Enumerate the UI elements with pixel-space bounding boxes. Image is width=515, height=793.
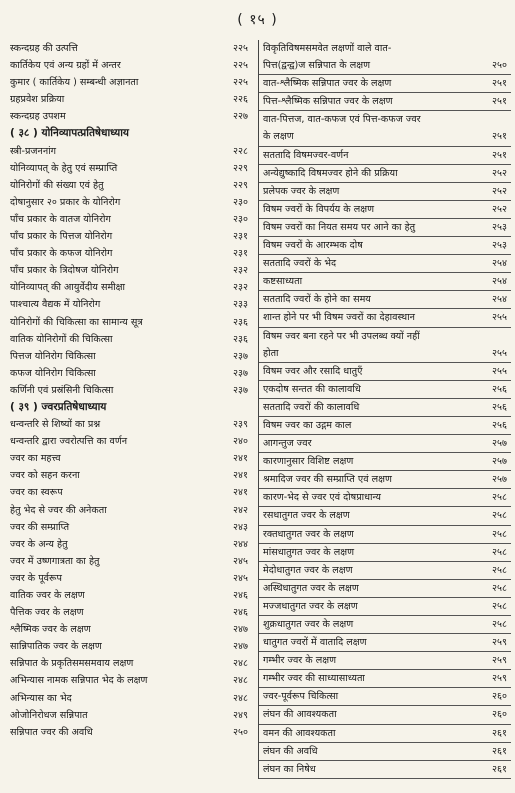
toc-entry-title: वमन की आवश्यकता xyxy=(263,727,336,739)
toc-entry-title: पाँच प्रकार के पित्तज योनिरोग xyxy=(10,231,113,243)
toc-entry-page: २३१ xyxy=(233,248,248,260)
toc-entry-title: स्त्री-प्रजननांग xyxy=(10,145,57,157)
toc-entry xyxy=(6,553,252,570)
toc-entry xyxy=(6,40,252,57)
toc-entry-page: २४७ xyxy=(233,641,248,653)
toc-entry xyxy=(6,160,252,177)
toc-entry-title: मज्जधातुगत ज्वर के लक्षण xyxy=(263,600,358,612)
toc-entry-page: २३३ xyxy=(233,299,248,311)
toc-entry-title: गम्भीर ज्वर के लक्षण xyxy=(263,655,337,667)
toc-entry xyxy=(259,634,511,652)
toc-entry xyxy=(6,314,252,331)
toc-entry-page: २६१ xyxy=(492,763,507,775)
toc-entry-title: सततादि ज्वरों के भेद xyxy=(263,258,337,270)
toc-entry-page: २३७ xyxy=(233,384,248,396)
toc-entry-page: २५३ xyxy=(492,240,507,252)
toc-entry-page: २५६ xyxy=(492,419,507,431)
page-number: ( १५ ) xyxy=(237,12,278,28)
toc-entry-page: २६१ xyxy=(492,745,507,757)
toc-entry-title: विकृतिविषमसमवेत लक्षणों वाले वात- xyxy=(263,43,392,54)
toc-entry xyxy=(6,245,252,262)
toc-entry-title: विषम ज्वर का उद्गम काल xyxy=(263,419,352,431)
toc-entry-title: योनिरोगों की संख्या एवं हेतु xyxy=(10,179,104,191)
toc-entry-title: कारण-भेद से ज्वर एवं दोषप्राधान्य xyxy=(263,492,381,504)
toc-entry xyxy=(259,237,511,255)
toc-entry xyxy=(6,279,252,296)
toc-entry-page: २६० xyxy=(492,691,507,703)
toc-entry-page: २५८ xyxy=(492,492,507,504)
toc-entry-title: ग्रहप्रवेश प्रक्रिया xyxy=(10,94,65,106)
toc-entry xyxy=(259,417,511,435)
toc-entry xyxy=(259,598,511,616)
toc-entry-page: २५१ xyxy=(492,78,507,90)
toc-entry-page: २३१ xyxy=(233,231,248,243)
toc-entry xyxy=(259,147,511,165)
toc-entry-page: २२५ xyxy=(233,43,248,54)
toc-entry-title: ज्वर के अन्य हेतु xyxy=(10,538,68,550)
toc-entry-title: आगन्तुज ज्वर xyxy=(263,438,312,450)
toc-entry xyxy=(259,381,511,399)
toc-entry xyxy=(6,433,252,450)
toc-entry-title: ज्वर के पूर्वरूप xyxy=(10,572,62,584)
toc-entry xyxy=(6,536,252,553)
toc-entry xyxy=(259,580,511,598)
toc-entry-page: २३७ xyxy=(233,367,248,379)
toc-entry-title: पाँच प्रकार के वातज योनिरोग xyxy=(10,213,111,225)
toc-entry-page: २३६ xyxy=(233,333,248,345)
toc-entry-title: ( ३९ ) ज्वरप्रतिषेधाध्याय xyxy=(10,400,107,413)
toc-entry xyxy=(6,296,252,313)
toc-entry-page: २४४ xyxy=(233,538,248,550)
toc-entry-title: पाश्चात्य वैद्यक में योनिरोग xyxy=(10,299,101,311)
toc-entry-title: के लक्षण xyxy=(263,131,294,143)
toc-entry xyxy=(6,519,252,536)
toc-entry-title: स्कन्दग्रह उपशम xyxy=(10,111,66,123)
toc-entry-page: २५५ xyxy=(492,365,507,377)
toc-entry xyxy=(6,143,252,160)
toc-entry xyxy=(259,128,511,146)
toc-entry-title: पित्त-श्लैष्मिक सन्निपात ज्वर के लक्षण xyxy=(263,96,393,108)
toc-entry-page: २५५ xyxy=(492,312,507,324)
toc-entry-page: २३६ xyxy=(233,316,248,328)
toc-entry xyxy=(259,670,511,688)
toc-entry-page: २५४ xyxy=(492,294,507,306)
left-column xyxy=(6,40,252,741)
toc-entry-title: अभिन्यास नामक सन्निपात भेद के लक्षण xyxy=(10,675,148,687)
toc-entry-title: ( ३८ ) योनिव्यापत्प्रतिषेधाध्याय xyxy=(10,127,130,140)
toc-entry-page: २४६ xyxy=(233,590,248,601)
toc-entry-title: अन्येद्युष्कादि विषमज्वर होने की प्रक्रिया xyxy=(263,167,398,179)
toc-entry-page: २४६ xyxy=(233,607,248,619)
toc-entry xyxy=(259,471,511,489)
toc-entry xyxy=(259,57,511,75)
toc-entry xyxy=(259,544,511,562)
toc-entry-title: वात-श्लैष्मिक सन्निपात ज्वर के लक्षण xyxy=(263,78,392,90)
toc-entry-page: २५८ xyxy=(492,582,507,594)
toc-entry-page: २४८ xyxy=(233,658,248,670)
toc-entry-title: सान्निपातिक ज्वर के लक्षण xyxy=(10,641,102,653)
toc-entry-title: श्लैष्मिक ज्वर के लक्षण xyxy=(10,624,91,636)
toc-entry xyxy=(259,562,511,580)
toc-entry-title: मेदोधातुगत ज्वर के लक्षण xyxy=(263,564,353,576)
toc-entry-title: सन्निपात ज्वर की अवधि xyxy=(10,726,93,738)
toc-entry-title: विषम ज्वर और रसादि धातुएँ xyxy=(263,365,363,377)
toc-entry-title: एकदोष सन्तत की कालावधि xyxy=(263,383,361,395)
toc-entry-title: सततादि विषमज्वर-वर्णन xyxy=(263,149,349,161)
toc-entry-page: २५२ xyxy=(492,185,507,197)
toc-entry xyxy=(6,74,252,91)
toc-entry-page: २२७ xyxy=(233,111,248,123)
toc-entry-page: २२५ xyxy=(233,60,248,72)
toc-entry-page: २३२ xyxy=(233,265,248,277)
toc-entry-title: कुमार ( कार्तिकेय ) सम्बन्धी अज्ञानता xyxy=(10,77,139,89)
toc-entry-page: २५७ xyxy=(492,456,507,468)
toc-entry xyxy=(6,638,252,655)
toc-entry xyxy=(6,672,252,689)
toc-entry-title: धन्वन्तरि से शिष्यों का प्रश्न xyxy=(10,419,101,431)
toc-entry-title: स्कन्दग्रह की उत्पत्ति xyxy=(10,43,78,54)
toc-entry-title: प्रलेपक ज्वर के लक्षण xyxy=(263,185,340,197)
toc-entry-title: गम्भीर ज्वर की साध्यासाध्यता xyxy=(263,673,365,685)
toc-entry-title: विषम ज्वर बना रहने पर भी उपलब्ध क्यों नहीं xyxy=(263,330,420,342)
toc-entry-title: विषम ज्वरों के विपर्यय के लक्षण xyxy=(263,203,375,215)
toc-entry-title: कार्तिकेय एवं अन्य ग्रहों में अन्तर xyxy=(10,60,121,72)
toc-entry-page: २५९ xyxy=(492,655,507,667)
toc-entry-page: २४५ xyxy=(233,572,248,584)
toc-entry-page: २५८ xyxy=(492,546,507,558)
toc-entry xyxy=(259,725,511,743)
toc-entry-title: ओजोनिरोधज सन्निपात xyxy=(10,709,88,721)
toc-entry-page: २५३ xyxy=(492,221,507,233)
toc-entry xyxy=(259,309,511,327)
toc-entry xyxy=(6,262,252,279)
toc-entry xyxy=(259,616,511,634)
toc-entry-title: वातिक योनिरोगों की चिकित्सा xyxy=(10,333,113,345)
toc-entry-title: धातुगत ज्वरों में वातादि लक्षण xyxy=(263,637,367,649)
toc-entry xyxy=(6,707,252,724)
toc-entry-page: २५७ xyxy=(492,474,507,486)
toc-entry xyxy=(259,165,511,183)
toc-entry-title: ज्वर का स्वरूप xyxy=(10,487,63,499)
toc-entry-title: कष्टसाध्यता xyxy=(263,276,303,288)
toc-entry-title: सन्निपात के प्रकृतिसमसमवाय लक्षण xyxy=(10,658,134,670)
toc-entry-title: पित्तज योनिरोग चिकित्सा xyxy=(10,350,96,362)
toc-entry xyxy=(259,489,511,507)
toc-entry xyxy=(6,348,252,365)
toc-entry-page: २५१ xyxy=(492,131,507,143)
toc-entry xyxy=(259,743,511,761)
toc-entry-title: विषम ज्वरों के आरम्भक दोष xyxy=(263,240,363,252)
toc-entry xyxy=(6,724,252,741)
toc-entry xyxy=(259,688,511,706)
toc-entry xyxy=(259,273,511,291)
toc-entry-page: २५८ xyxy=(492,528,507,540)
toc-entry xyxy=(6,416,252,433)
toc-entry xyxy=(259,453,511,471)
toc-entry xyxy=(259,761,511,779)
toc-entry-page: २५६ xyxy=(492,383,507,395)
toc-entry-page: २४१ xyxy=(233,470,248,482)
toc-entry-title: हेतु भेद से ज्वर की अनेकता xyxy=(10,504,107,516)
toc-entry xyxy=(6,382,252,399)
toc-entry-title: लंघन की आवश्यकता xyxy=(263,709,337,721)
toc-entry-page: २४५ xyxy=(233,555,248,567)
toc-entry-title: वातिक ज्वर के लक्षण xyxy=(10,590,85,601)
toc-entry-page: २६० xyxy=(492,709,507,721)
toc-entry-title: अस्थिधातुगत ज्वर के लक्षण xyxy=(263,582,359,594)
toc-entry-title: लंघन का निषेध xyxy=(263,763,316,775)
toc-entry-title: ज्वर में उष्णगात्रता का हेतु xyxy=(10,555,100,567)
toc-entry xyxy=(259,40,511,57)
toc-entry-title: सततादि ज्वरों के होने का समय xyxy=(263,294,371,306)
toc-entry xyxy=(6,331,252,348)
toc-entry-page: २५४ xyxy=(492,258,507,270)
toc-entry xyxy=(259,219,511,237)
toc-entry-page: २३२ xyxy=(233,282,248,294)
toc-entry-page: २४८ xyxy=(233,692,248,704)
toc-entry-page: २५४ xyxy=(492,276,507,288)
toc-entry-page: २४१ xyxy=(233,453,248,465)
toc-entry-title: होता xyxy=(263,347,279,359)
toc-entry xyxy=(6,228,252,245)
toc-entry-page: २४३ xyxy=(233,521,248,533)
toc-entry xyxy=(259,706,511,724)
toc-entry-page: २३९ xyxy=(233,419,248,431)
toc-entry-page: २५९ xyxy=(492,673,507,685)
toc-entry-title: कारणानुसार विशिष्ट लक्षण xyxy=(263,456,354,468)
toc-entry-page: २५७ xyxy=(492,438,507,450)
toc-entry xyxy=(6,690,252,707)
toc-entry xyxy=(259,345,511,363)
toc-entry-page: २५२ xyxy=(492,167,507,179)
toc-entry-title: ज्वर-पूर्वरूप चिकित्सा xyxy=(263,691,339,703)
toc-entry-title: ज्वर को सहन करना xyxy=(10,470,80,482)
toc-entry xyxy=(6,655,252,672)
toc-entry xyxy=(6,621,252,638)
toc-entry-title: धन्वन्तरि द्वारा ज्वरोत्पत्ति का वर्णन xyxy=(10,436,128,448)
toc-entry-title: दोषानुसार २० प्रकार के योनिरोग xyxy=(10,196,121,208)
toc-entry-title: वात-पित्तज, वात-कफज एवं पित्त-कफज ज्वर xyxy=(263,114,421,126)
toc-entry-page: २५९ xyxy=(492,637,507,649)
toc-entry xyxy=(259,526,511,544)
toc-entry xyxy=(259,75,511,93)
toc-entry-page: २५० xyxy=(233,726,248,738)
toc-entry xyxy=(6,502,252,519)
toc-entry-page: २४९ xyxy=(233,709,248,721)
toc-entry-title: श्रमादिज ज्वर की सम्प्राप्ति एवं लक्षण xyxy=(263,474,392,486)
section-heading xyxy=(6,399,252,416)
toc-entry-title: कर्णिनी एवं प्रस्रंसिनी चिकित्सा xyxy=(10,384,114,396)
toc-entry-page: २६१ xyxy=(492,727,507,739)
toc-entry-page: २३० xyxy=(233,213,248,225)
toc-entry-title: रसधातुगत ज्वर के लक्षण xyxy=(263,510,350,522)
toc-entry-title: पैत्तिक ज्वर के लक्षण xyxy=(10,607,84,619)
toc-entry-page: २२५ xyxy=(233,77,248,89)
toc-entry-page: २४८ xyxy=(233,675,248,687)
toc-entry-page: २२६ xyxy=(233,94,248,106)
toc-entry xyxy=(6,450,252,467)
section-heading xyxy=(6,125,252,142)
toc-entry-page: २४१ xyxy=(233,487,248,499)
toc-entry-page: २५८ xyxy=(492,619,507,630)
toc-entry-page: २४२ xyxy=(233,504,248,516)
toc-entry xyxy=(259,111,511,128)
toc-entry-title: ज्वर का महत्त्व xyxy=(10,453,61,465)
toc-entry xyxy=(6,211,252,228)
toc-entry xyxy=(6,177,252,194)
toc-entry xyxy=(6,91,252,108)
toc-entry-page: २४७ xyxy=(233,624,248,636)
toc-entry-title: मांसधातुगत ज्वर के लक्षण xyxy=(263,546,355,558)
toc-entry xyxy=(6,587,252,604)
toc-entry xyxy=(6,484,252,501)
toc-entry xyxy=(6,570,252,587)
toc-entry-page: २५५ xyxy=(492,347,507,359)
toc-entry-page: २२९ xyxy=(233,179,248,191)
toc-entry-page: २५२ xyxy=(492,203,507,215)
toc-entry-page: २५१ xyxy=(492,96,507,108)
toc-entry-page: २३० xyxy=(233,196,248,208)
toc-entry-page: २५१ xyxy=(492,149,507,161)
toc-entry-page: २५८ xyxy=(492,600,507,612)
toc-entry xyxy=(259,255,511,273)
toc-entry-title: पाँच प्रकार के कफज योनिरोग xyxy=(10,248,113,260)
toc-entry-title: अभिन्यास का भेद xyxy=(10,692,72,704)
toc-entry xyxy=(6,467,252,484)
toc-entry-title: योनिव्यापत् की आयुर्वेदीय समीक्षा xyxy=(10,282,126,294)
toc-entry-page: २२८ xyxy=(233,145,248,157)
toc-entry-page: २५० xyxy=(492,60,507,72)
toc-entry xyxy=(6,57,252,74)
toc-entry xyxy=(259,328,511,345)
toc-entry xyxy=(6,108,252,125)
toc-entry-title: शुक्रधातुगत ज्वर के लक्षण xyxy=(263,619,354,630)
toc-entry-title: पाँच प्रकार के त्रिदोषज योनिरोग xyxy=(10,265,119,277)
toc-entry-page: २५६ xyxy=(492,401,507,413)
toc-entry-title: कफज योनिरोग चिकित्सा xyxy=(10,367,96,379)
toc-entry xyxy=(259,652,511,670)
toc-entry xyxy=(259,399,511,417)
toc-entry-title: योनिव्यापत् के हेतु एवं सम्प्राप्ति xyxy=(10,162,118,174)
toc-entry-page: २३७ xyxy=(233,350,248,362)
toc-entry-title: रक्तधातुगत ज्वर के लक्षण xyxy=(263,528,354,540)
toc-entry-page: २५८ xyxy=(492,510,507,522)
toc-entry-title: ज्वर की सम्प्राप्ति xyxy=(10,521,70,533)
toc-entry-title: विषम ज्वरों का नियत समय पर आने का हेतु xyxy=(263,221,416,233)
right-column xyxy=(258,40,511,779)
toc-entry-title: सततादि ज्वरों की कालावधि xyxy=(263,401,360,413)
toc-entry-page: २४० xyxy=(233,436,248,448)
toc-entry-title: लंघन की अवधि xyxy=(263,745,318,757)
toc-entry xyxy=(259,93,511,111)
toc-entry xyxy=(259,201,511,219)
toc-entry xyxy=(6,194,252,211)
toc-entry xyxy=(259,363,511,381)
toc-entry xyxy=(259,435,511,453)
toc-entry-title: पित्त(द्वन्द्व)ज सन्निपात के लक्षण xyxy=(263,60,371,72)
toc-entry-title: योनिरोगों की चिकित्सा का सामान्य सूत्र xyxy=(10,316,143,328)
toc-entry xyxy=(259,507,511,525)
toc-entry xyxy=(6,604,252,621)
toc-entry-page: २२९ xyxy=(233,162,248,174)
toc-entry xyxy=(6,365,252,382)
toc-entry xyxy=(259,291,511,309)
toc-entry-page: २५८ xyxy=(492,564,507,576)
toc-entry xyxy=(259,183,511,201)
toc-entry-title: शान्त होने पर भी विषम ज्वरों का देहावस्थान xyxy=(263,312,415,324)
